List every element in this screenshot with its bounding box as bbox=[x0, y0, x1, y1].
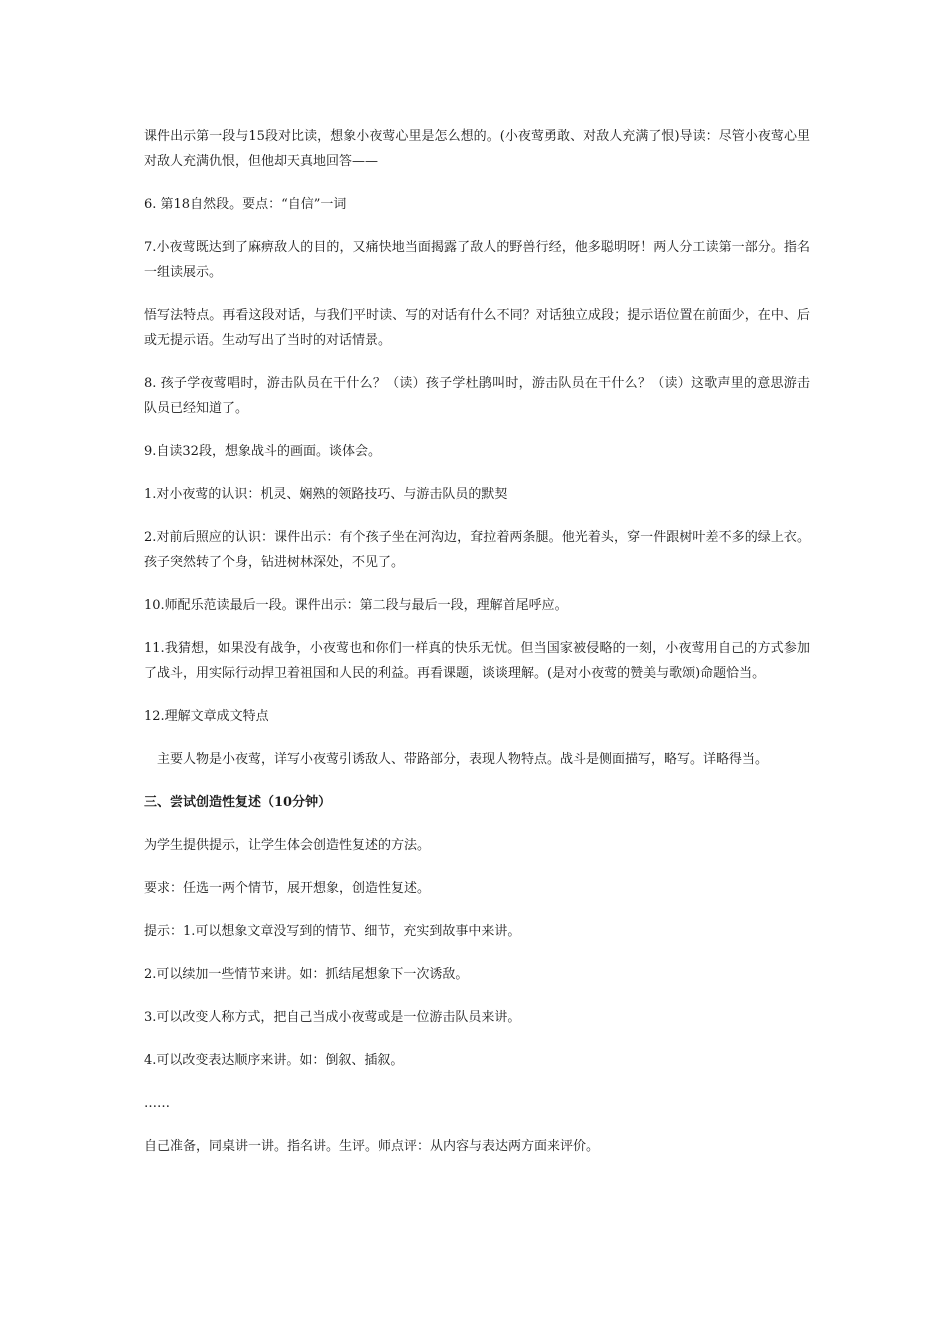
paragraph-compare-reading: 课件出示第一段与15段对比读，想象小夜莺心里是怎么想的。(小夜莺勇敢、对敌人充满了恨)导读：尽管小夜莺心里对敌人充满仇恨，但他却天真地回答—— bbox=[144, 129, 810, 169]
paragraph-requirement: 要求：任选一两个情节，展开想象，创造性复述。 bbox=[144, 881, 431, 896]
paragraph-hint-3: 3.可以改变人称方式，把自己当成小夜莺或是一位游击队员来讲。 bbox=[144, 1010, 521, 1025]
paragraph-main-character: 主要人物是小夜莺，详写小夜莺引诱敌人、带路部分，表现人物特点。战斗是侧面描写，略写。详略得当。 bbox=[157, 752, 769, 767]
paragraph-provide-hints: 为学生提供提示，让学生体会创造性复述的方法。 bbox=[144, 838, 431, 853]
paragraph-writing-features: 悟写法特点。再看这段对话，与我们平时读、写的对话有什么不同？对话独立成段；提示语位置在前面少，在中、后或无提示语。生动写出了当时的对话情景。 bbox=[144, 308, 810, 348]
paragraph-item-9: 9.自读32段，想象战斗的画面。谈体会。 bbox=[144, 444, 381, 459]
paragraph-item-12: 12.理解文章成文特点 bbox=[144, 709, 269, 724]
paragraph-subitem-2: 2.对前后照应的认识：课件出示：有个孩子坐在河沟边，耷拉着两条腿。他光着头，穿一件跟树叶差不多的绿上衣。孩子突然转了个身，钻进树林深处，不见了。 bbox=[144, 530, 810, 570]
paragraph-item-8: 8. 孩子学夜莺唱时，游击队员在干什么？（读）孩子学杜鹃叫时，游击队员在干什么？（读）这歌声里的意思游击队员已经知道了。 bbox=[144, 376, 810, 416]
paragraph-hint-1: 提示：1.可以想象文章没写到的情节、细节，充实到故事中来讲。 bbox=[144, 924, 521, 939]
document-body bbox=[144, 124, 810, 1177]
paragraph-item-11: 11.我猜想，如果没有战争，小夜莺也和你们一样真的快乐无忧。但当国家被侵略的一刻，小夜莺用自己的方式参加了战斗，用实际行动捍卫着祖国和人民的利益。再看课题，谈谈理解。(是对小夜莺的赞美与歌颂)命题恰当。 bbox=[144, 641, 810, 681]
paragraph-item-10: 10.师配乐范读最后一段。课件出示：第二段与最后一段，理解首尾呼应。 bbox=[144, 598, 568, 613]
section-heading-three: 三、尝试创造性复述（10分钟） bbox=[144, 795, 332, 810]
paragraph-item-6: 6. 第18自然段。要点：“自信”一词 bbox=[144, 197, 347, 212]
paragraph-hint-2: 2.可以续加一些情节来讲。如：抓结尾想象下一次诱敌。 bbox=[144, 967, 469, 982]
paragraph-self-prepare: 自己准备，同桌讲一讲。指名讲。生评。师点评：从内容与表达两方面来评价。 bbox=[144, 1139, 600, 1154]
paragraph-subitem-1: 1.对小夜莺的认识：机灵、娴熟的领路技巧、与游击队员的默契 bbox=[144, 487, 508, 502]
paragraph-ellipsis: …… bbox=[144, 1096, 170, 1111]
paragraph-hint-4: 4.可以改变表达顺序来讲。如：倒叙、插叙。 bbox=[144, 1053, 404, 1068]
paragraph-item-7: 7.小夜莺既达到了麻痹敌人的目的，又痛快地当面揭露了敌人的野兽行经，他多聪明呀！两人分工读第一部分。指名一组读展示。 bbox=[144, 240, 810, 280]
